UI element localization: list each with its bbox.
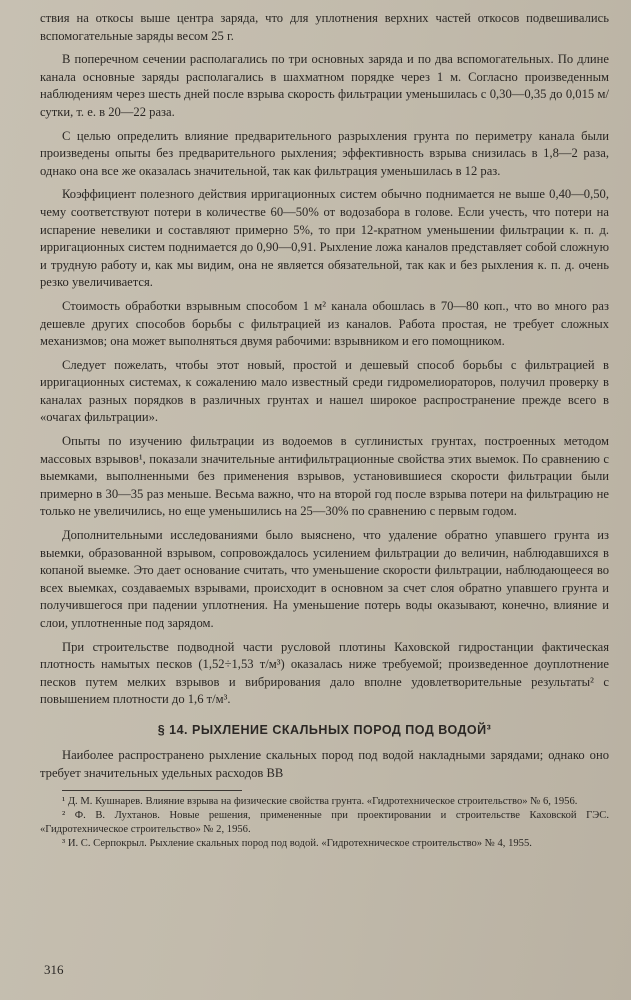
- paragraph: Опыты по изучению фильтрации из водоемов в суглинистых грунтах, построенных методом массовых взрывов¹, показали значительные антифильтрационные свойства этих выемок. По сравнению с выемками, выполненными без применения взрывов, установившиеся скорости фильтрации были примерно в 30—35 раз меньше. Весьма важно, что на второй год после взрыва потери на фильтрацию не только не увеличились, но еще уменьшились на 25—30% по сравнению с первым годом.: [40, 434, 609, 519]
- paragraph: В поперечном сечении располагались по три основных заряда и по два вспомогательных. По длине канала основные заряды располагались в шахматном порядке через 1 м. Согласно произведенным наблюдениям через шесть дней после взрыва скорость фильтрации уменьшилась с 0,30—0,35 до 0,015 м/сутки, т. е. в 20—22 раза.: [40, 52, 609, 119]
- section-heading: § 14. РЫХЛЕНИЕ СКАЛЬНЫХ ПОРОД ПОД ВОДОЙ³: [157, 722, 492, 737]
- page-number: 316: [44, 962, 64, 977]
- footnote: ² Ф. В. Лухтанов. Новые решения, примененные при проектировании и строительстве Каховской ГЭС. «Гидротехническое строительство» № 2, 1956.: [40, 810, 609, 836]
- footnote-divider: [62, 790, 242, 791]
- paragraph: Следует пожелать, чтобы этот новый, простой и дешевый способ борьбы с фильтрацией в ирригационных системах, к сожалению мало известный среди гидромелиораторов, получил проверку в каналах разных порядков в различных грунтах и нашел широкое распространение прежде всего в «очагах фильтрации».: [40, 357, 609, 425]
- footnote: ¹ Д. М. Кушнарев. Влияние взрыва на физические свойства грунта. «Гидротехническое строительство» № 6, 1956.: [62, 796, 578, 808]
- footnote: ³ И. С. Серпокрыл. Рыхление скальных пород под водой. «Гидротехническое строительство» № 4, 1955.: [62, 838, 532, 850]
- paragraph-continued: ствия на откосы выше центра заряда, что для уплотнения верхних частей откосов подвешивались вспомогательные заряды весом 25 г.: [40, 11, 609, 43]
- paragraph: Дополнительными исследованиями было выяснено, что удаление обратно упавшего грунта из выемки, образованной взрывом, сопровождалось усилением фильтрации до величин, наблюдавшихся в копаной выемке. Это дает основание считать, что уменьшение скорости фильтрации, наблюдающееся во всех выемках, создаваемых взрывами, происходит в основном за счет слоя обратно упавшего грунта и получившегося при падении уплотнения. На уменьшение потерь воды оказывают, конечно, влияние и слои, уплотненные под зарядом.: [40, 528, 609, 630]
- section-paragraph: Наиболее распространено рыхление скальных пород под водой накладными зарядами; однако оно требует значительных удельных расходов ВВ: [40, 747, 609, 780]
- paragraph: При строительстве подводной части русловой плотины Каховской гидростанции фактическая плотность намытых песков (1,52÷1,53 т/м³) оказалась ниже требуемой; произведенное доуплотнение песков путем мелких взрывов и вибрирования дало вполне удовлетворительные результаты² с повышением плотности до 1,6 т/м³.: [40, 639, 609, 707]
- paragraph: Стоимость обработки взрывным способом 1 м² канала обошлась в 70—80 коп., что во много раз дешевле других способов борьбы с фильтрацией из каналов. Работа простая, не требует сложных механизмов; она может выполняться двумя рабочими: взрывником и его помощником.: [40, 298, 609, 349]
- paragraph: Коэффициент полезного действия ирригационных систем обычно поднимается не выше 0,40—0,50, чему соответствуют потери в количестве 60—50% от водозабора в голове. Если учесть, что потери на испарение невелики и составляют примерно 5%, то при 12-кратном уменьшении фильтрации к. п. д. ирригационных систем поднимается до 0,90—0,91. Рыхление ложа каналов представляет собой сложную и трудную работу и, как мы видим, она не является обязательной, так как и без рыхления к. п. д. очень резко увеличивается.: [40, 187, 609, 290]
- paragraph: С целью определить влияние предварительного разрыхления грунта по периметру канала были произведены опыты без предварительного рыхления; эффективность взрыва снизилась в 1,8—2 раза, однако она все же оказалась значительной, так как фильтрация уменьшилась в 12 раз.: [40, 128, 609, 178]
